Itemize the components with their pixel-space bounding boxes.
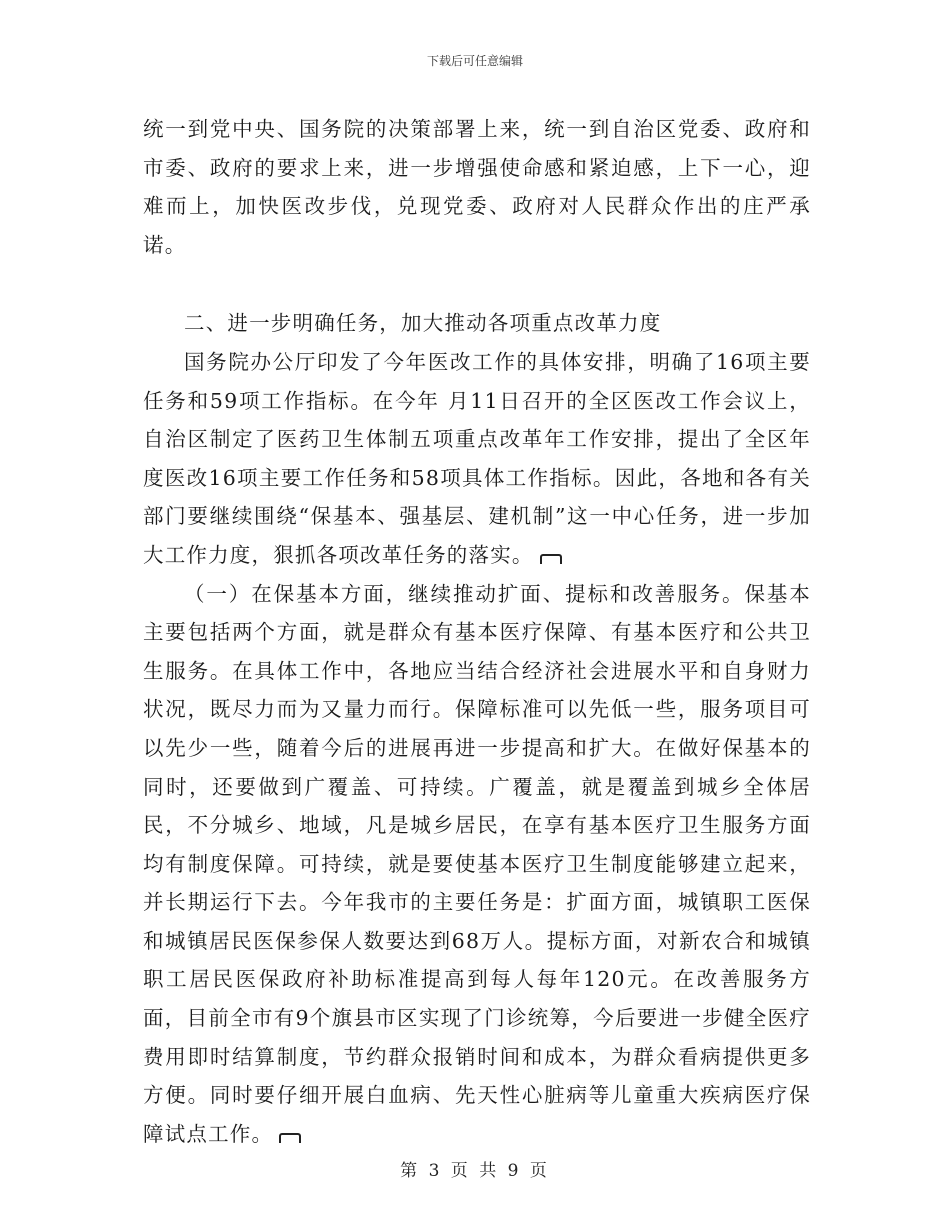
paragraph-end-mark-icon [279, 1133, 301, 1143]
page-header: 下载后可任意编辑 [426, 54, 523, 68]
paragraph-end-mark-icon [540, 554, 562, 564]
document-body [143, 110, 811, 1153]
paragraph-tasks [143, 343, 811, 575]
page-number: 第 3 页 共 9 页 [400, 1161, 550, 1181]
paragraph-tasks-text: 国务院办公厅印发了今年医改工作的具体安排，明确了16项主要任务和59项工作指标。在今年 月11日召开的全区医改工作会议上，自治区制定了医药卫生体制五项重点改革年工作安排，提出了全区年度医改16项主要工作任务和58项具体工作指标。因此，各地和各有关部门要继续围绕“保基本、强基层、建机制”这一中心任务，进一步加大工作力度，狠抓各项改革任务的落实。 [143, 349, 811, 567]
paragraph-basic-protection-text: （一）在保基本方面，继续推动扩面、提标和改善服务。保基本主要包括两个方面，就是群众有基本医疗保障、有基本医疗和公共卫生服务。在具体工作中，各地应当结合经济社会进展水平和自身财力状况，既尽力而为又量力而行。保障标准可以先低一些，服务项目可以先少一些，随着今后的进展再进一步提高和扩大。在做好保基本的同时，还要做到广覆盖、可持续。广覆盖，就是覆盖到城乡全体居民，不分城乡、地域，凡是城乡居民，在享有基本医疗卫生服务方面均有制度保障。可持续，就是要使基本医疗卫生制度能够建立起来，并长期运行下去。今年我市的主要任务是：扩面方面，城镇职工医保和城镇居民医保参保人数要达到68万人。提标方面，对新农合和城镇职工居民医保政府补助标准提高到每人每年120元。在改善服务方面，目前全市有9个旗县市区实现了门诊统筹，今后要进一步健全医疗费用即时结算制度，节约群众报销时间和成本，为群众看病提供更多方便。同时要仔细开展白血病、先天性心脏病等儿童重大疾病医疗保障试点工作。 [143, 581, 811, 1146]
section-heading: 二、进一步明确任务，加大推动各项重点改革力度 [184, 311, 662, 336]
paragraph-basic-protection [143, 575, 811, 1154]
paragraph-continuation: 统一到党中央、国务院的决策部署上来，统一到自治区党委、政府和市委、政府的要求上来，进一步增强使命感和紧迫感，上下一心，迎难而上，加快医改步伐，兑现党委、政府对人民群众作出的庄严承诺。 [143, 117, 811, 257]
